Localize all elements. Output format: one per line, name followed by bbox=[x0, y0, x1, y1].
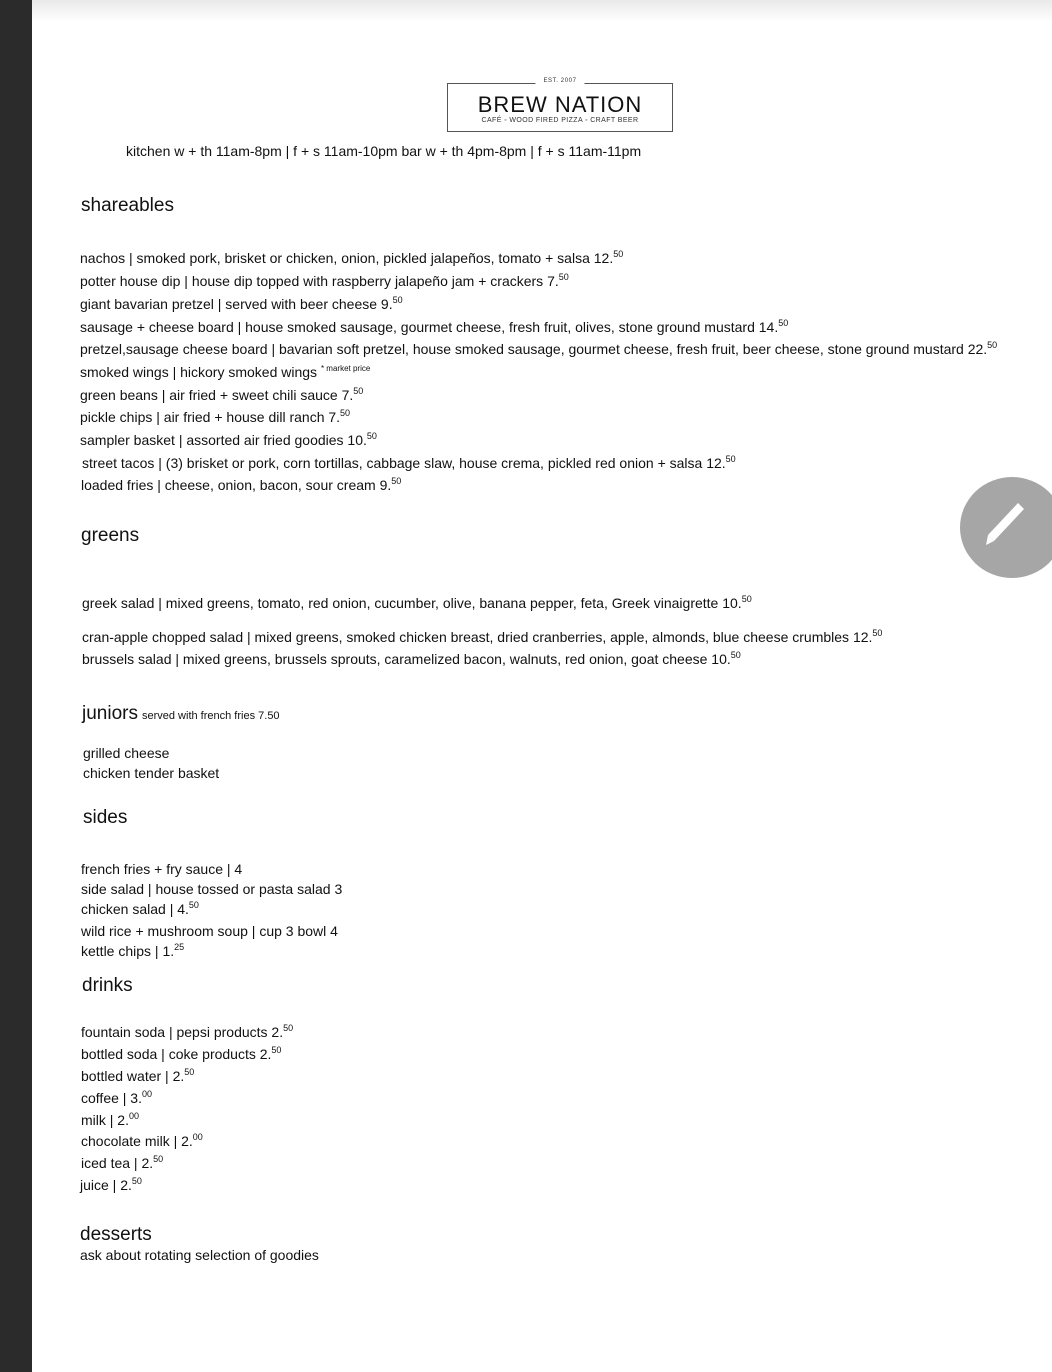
menu-item: cran-apple chopped salad | mixed greens, smoked chicken breast, dried cranberries, apple, almonds, blue cheese crumbles 12.50 bbox=[82, 628, 883, 645]
menu-item: loaded fries | cheese, onion, bacon, sour cream 9.50 bbox=[81, 476, 402, 493]
pencil-icon bbox=[982, 501, 1026, 553]
menu-item: smoked wings | hickory smoked wings $^{* market price}$ bbox=[80, 364, 371, 380]
section-title-sides: sides bbox=[83, 807, 128, 828]
menu-item: giant bavarian pretzel | served with beer cheese 9.50 bbox=[80, 295, 403, 312]
section-title-drinks: drinks bbox=[82, 975, 133, 996]
menu-item: juice | 2.50 bbox=[80, 1176, 142, 1193]
menu-item: french fries + fry sauce | 4 bbox=[81, 861, 243, 877]
menu-item: coffee | 3.00 bbox=[81, 1089, 152, 1106]
menu-item: potter house dip | house dip topped with raspberry jalapeño jam + crackers 7.50 bbox=[80, 272, 569, 289]
section-title-greens: greens bbox=[81, 525, 140, 546]
menu-item: pretzel,sausage cheese board | bavarian soft pretzel, house smoked sausage, gourmet cheese, fresh fruit, beer cheese, stone ground mustard 22.50 bbox=[80, 340, 998, 357]
menu-item: bottled water | 2.50 bbox=[81, 1067, 195, 1084]
logo-tagline: CAFÉ ◦ WOOD FIRED PIZZA ◦ CRAFT BEER bbox=[481, 117, 639, 124]
menu-item: bottled soda | coke products 2.50 bbox=[81, 1045, 282, 1062]
menu-item: kettle chips | 1.25 bbox=[81, 942, 185, 959]
section-title-juniors: juniors served with french fries 7.50 bbox=[82, 703, 280, 724]
menu-item: sampler basket | assorted air fried goodies 10.50 bbox=[80, 431, 377, 448]
menu-item: ask about rotating selection of goodies bbox=[80, 1247, 319, 1263]
hours-line: kitchen w + th 11am-8pm | f + s 11am-10pm bar w + th 4pm-8pm | f + s 11am-11pm bbox=[126, 143, 642, 159]
menu-page bbox=[32, 0, 1052, 1372]
logo-est: EST. 2007 bbox=[535, 78, 584, 84]
menu-item: chicken salad | 4.50 bbox=[81, 900, 199, 917]
menu-item: green beans | air fried + sweet chili sauce 7.50 bbox=[80, 386, 364, 403]
menu-item: pickle chips | air fried + house dill ranch 7.50 bbox=[80, 408, 351, 425]
menu-item: fountain soda | pepsi products 2.50 bbox=[81, 1023, 294, 1040]
menu-item: chocolate milk | 2.00 bbox=[81, 1132, 203, 1149]
menu-item: brussels salad | mixed greens, brussels sprouts, caramelized bacon, walnuts, red onion, goat cheese 10.50 bbox=[82, 650, 741, 667]
menu-item: wild rice + mushroom soup | cup 3 bowl 4 bbox=[81, 923, 338, 939]
menu-item: chicken tender basket bbox=[83, 765, 220, 781]
section-title-desserts: desserts bbox=[80, 1224, 152, 1245]
menu-item: street tacos | (3) brisket or pork, corn tortillas, cabbage slaw, house crema, pickled red onion + salsa 12.50 bbox=[82, 454, 736, 471]
menu-item: sausage + cheese board | house smoked sausage, gourmet cheese, fresh fruit, olives, stone ground mustard 14.50 bbox=[80, 318, 789, 335]
menu-item: side salad | house tossed or pasta salad 3 bbox=[81, 881, 343, 897]
menu-item: milk | 2.00 bbox=[81, 1111, 139, 1128]
menu-item: iced tea | 2.50 bbox=[81, 1154, 164, 1171]
menu-item: nachos | smoked pork, brisket or chicken, onion, pickled jalapeños, tomato + salsa 12.50 bbox=[80, 249, 624, 266]
menu-item: greek salad | mixed greens, tomato, red onion, cucumber, olive, banana pepper, feta, Greek vinaigrette 10.50 bbox=[82, 594, 752, 611]
section-title-shareables: shareables bbox=[81, 195, 174, 216]
logo-name: BREW NATION bbox=[477, 92, 643, 117]
brew-nation-logo bbox=[447, 78, 673, 132]
menu-item: grilled cheese bbox=[83, 745, 170, 761]
juniors-note: served with french fries 7.50 bbox=[141, 710, 280, 722]
viewer-left-bar bbox=[0, 0, 32, 1372]
